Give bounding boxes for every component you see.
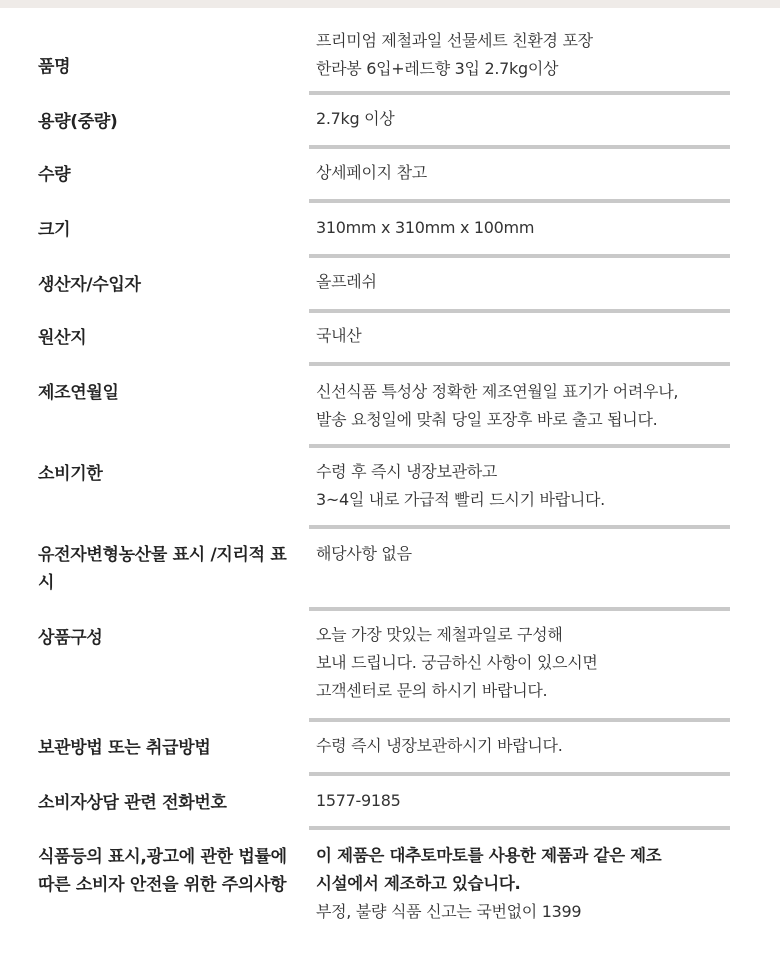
row-value: 수령 후 즉시 냉장보관하고 3~4일 내로 가급적 빨리 드시기 바랍니다.: [316, 462, 605, 509]
row-value: 1577-9185: [316, 791, 401, 810]
row-label: 소비자상담 관련 전화번호: [38, 793, 227, 813]
row-value: 올프레쉬: [316, 272, 377, 291]
row-value: 수령 즉시 냉장보관하시기 바랍니다.: [316, 736, 563, 755]
row-value: 상세페이지 참고: [316, 163, 427, 182]
row-label: 수량: [38, 165, 71, 185]
row-value: 2.7kg 이상: [316, 109, 395, 128]
row-value: 해당사항 없음: [316, 544, 412, 563]
row-value: 국내산: [316, 326, 362, 345]
row-label: 보관방법 또는 취급방법: [38, 738, 211, 758]
row-label: 용량(중량): [38, 112, 118, 132]
row-divider: [309, 607, 730, 611]
row-divider: [309, 826, 730, 830]
row-label: 상품구성: [38, 628, 103, 648]
row-divider: [309, 145, 730, 149]
row-label: 식품등의 표시,광고에 관한 법률에 따른 소비자 안전을 위한 주의사항: [38, 847, 287, 895]
row-value: 신선식품 특성상 정확한 제조연월일 표기가 어려우나, 발송 요청일에 맞춰 당일 포장후 바로 출고 됩니다.: [316, 382, 679, 429]
row-divider: [309, 309, 730, 313]
row-value: 오늘 가장 맛있는 제철과일로 구성해 보내 드립니다. 궁금하신 사항이 있으시면 고객센터로 문의 하시기 바랍니다.: [316, 625, 598, 700]
row-label: 품명: [38, 57, 71, 77]
row-divider: [309, 199, 730, 203]
row-divider: [309, 254, 730, 258]
row-value: 프리미엄 제철과일 선물세트 친환경 포장 한라봉 6입+레드향 3입 2.7kg이상: [316, 31, 593, 78]
row-divider: [309, 772, 730, 776]
top-border: [0, 0, 780, 8]
row-divider: [309, 718, 730, 722]
row-divider: [309, 525, 730, 529]
row-label: 생산자/수입자: [38, 275, 141, 295]
row-label: 제조연월일: [38, 383, 119, 403]
row-value: 이 제품은 대추토마토를 사용한 제품과 같은 제조 시설에서 제조하고 있습니다. 부정, 불량 식품 신고는 국번없이 1399: [316, 846, 662, 921]
row-divider: [309, 91, 730, 95]
row-label: 크기: [38, 220, 71, 240]
row-label: 소비기한: [38, 464, 103, 484]
row-label: 유전자변형농산물 표시 /지리적 표시: [38, 545, 287, 593]
row-label: 원산지: [38, 328, 87, 348]
row-divider: [309, 444, 730, 448]
row-value: 310mm x 310mm x 100mm: [316, 218, 535, 237]
row-divider: [309, 362, 730, 366]
